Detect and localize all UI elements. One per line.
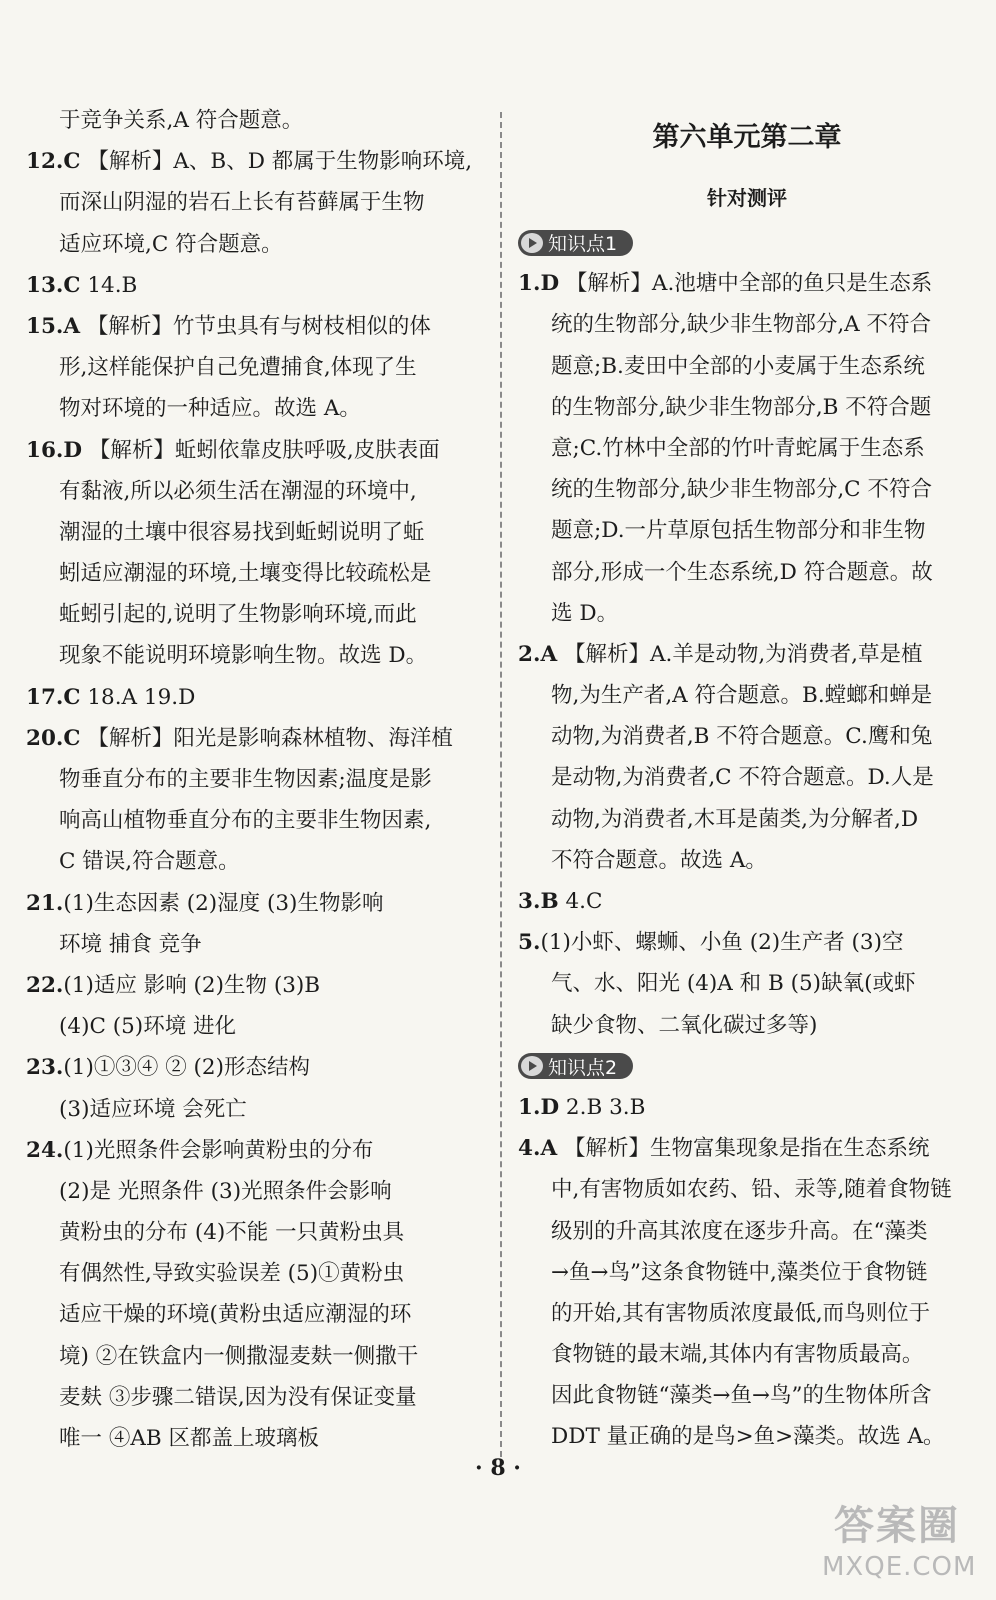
answer-line xyxy=(518,922,976,963)
right-column xyxy=(518,100,976,1458)
answer-text: 的生物部分,缺少非生物部分,B 不符合题 xyxy=(551,394,932,420)
question-number: 23. xyxy=(26,1055,64,1081)
answer-line xyxy=(26,141,484,182)
answer-line xyxy=(26,471,484,512)
question-number: 21. xyxy=(26,890,64,916)
left-column xyxy=(26,100,484,1459)
question-number: 4.A xyxy=(518,1136,558,1162)
answer-line xyxy=(26,594,484,635)
answer-text: 有黏液,所以必须生活在潮湿的环境中, xyxy=(59,478,417,504)
answer-line xyxy=(518,510,976,551)
answer-line xyxy=(26,1130,484,1171)
play-arrow-icon xyxy=(521,233,543,253)
answer-line xyxy=(518,552,976,593)
answer-text: 因此食物链“藻类→鱼→鸟”的生物体所含 xyxy=(551,1383,932,1409)
answer-text: 【解析】A.羊是动物,为消费者,草是植 xyxy=(557,641,923,667)
answer-line xyxy=(26,1089,484,1130)
answer-line xyxy=(26,1377,484,1418)
answer-text: 而深山阴湿的岩石上长有苔藓属于生物 xyxy=(59,190,425,216)
answer-text: 于竞争关系,A 符合题意。 xyxy=(59,108,304,133)
answer-line xyxy=(518,346,976,387)
answer-line xyxy=(518,963,976,1004)
answer-text: 统的生物部分,缺少非生物部分,C 不符合 xyxy=(551,477,932,503)
answer-text: 适应干燥的环境(黄粉虫适应潮湿的环 xyxy=(59,1302,412,1328)
answer-text: 缺少食物、二氧化碳过多等) xyxy=(551,1012,818,1038)
knowledge-point-1-row xyxy=(518,222,976,263)
answer-line xyxy=(518,1293,976,1334)
column-divider xyxy=(500,112,502,1467)
question-number: 5. xyxy=(518,930,541,956)
answer-line xyxy=(26,1212,484,1253)
knowledge-point-1-label: 知识点1 xyxy=(548,233,618,256)
answer-text: 统的生物部分,缺少非生物部分,A 不符合 xyxy=(551,312,932,338)
question-number: 15.A xyxy=(26,313,81,339)
answer-text: 14.B xyxy=(80,272,138,298)
answer-line xyxy=(26,224,484,265)
answer-text: 是动物,为消费者,C 不符合题意。D.人是 xyxy=(551,765,934,791)
answer-line xyxy=(26,965,484,1006)
answer-text: 响高山植物垂直分布的主要非生物因素, xyxy=(59,808,432,834)
answer-line xyxy=(518,1252,976,1293)
answer-text: 现象不能说明环境影响生物。故选 D。 xyxy=(59,643,428,669)
answer-line xyxy=(26,553,484,594)
answer-line xyxy=(26,347,484,388)
question-number: 20.C xyxy=(26,725,81,751)
answer-line xyxy=(518,469,976,510)
knowledge-point-1-badge xyxy=(518,230,633,256)
answer-line xyxy=(26,759,484,800)
answer-line xyxy=(518,675,976,716)
answer-line xyxy=(518,881,976,922)
answer-line xyxy=(26,635,484,676)
watermark-logo-text: 答案圈 xyxy=(834,1503,960,1549)
answer-line xyxy=(518,1087,976,1128)
answer-text: 物垂直分布的主要非生物因素;温度是影 xyxy=(59,767,432,792)
watermark-url: MXQE.COM xyxy=(822,1552,977,1582)
answer-text: 唯一 ④AB 区都盖上玻璃板 xyxy=(59,1426,319,1451)
answer-text: 潮湿的土壤中很容易找到蚯蚓说明了蚯 xyxy=(59,519,425,545)
unit-title: 第六单元第二章 xyxy=(652,122,842,153)
question-number: 2.A xyxy=(518,641,558,667)
question-number: 24. xyxy=(26,1137,64,1163)
answer-text: 不符合题意。故选 A。 xyxy=(551,847,767,873)
answer-line xyxy=(26,1253,484,1294)
answer-text: 2.B 3.B xyxy=(559,1094,646,1120)
answer-text: (1)生态因素 (2)湿度 (3)生物影响 xyxy=(63,890,384,916)
answer-line xyxy=(26,841,484,882)
answer-text: 蚓适应潮湿的环境,土壤变得比较疏松是 xyxy=(59,561,432,587)
answer-text: 的开始,其有害物质浓度最低,而鸟则位于 xyxy=(551,1300,931,1326)
question-number: 1.D xyxy=(518,1094,560,1120)
answer-text: 境) ②在铁盒内一侧撒湿麦麸一侧撒干 xyxy=(59,1343,419,1369)
answer-text: 部分,形成一个生态系统,D 符合题意。故 xyxy=(551,559,933,585)
answer-text: 题意;B.麦田中全部的小麦属于生态系统 xyxy=(551,353,925,379)
answer-text: 选 D。 xyxy=(551,600,619,626)
answer-line xyxy=(518,1128,976,1169)
answer-line xyxy=(518,1416,976,1457)
answer-line xyxy=(26,1418,484,1459)
site-watermark xyxy=(822,1500,977,1590)
answer-line xyxy=(518,304,976,345)
answer-line xyxy=(26,306,484,347)
answer-line xyxy=(26,677,484,718)
answer-line xyxy=(26,1171,484,1212)
answer-line xyxy=(518,1005,976,1046)
answer-line xyxy=(26,430,484,471)
answer-line xyxy=(26,883,484,924)
answer-line xyxy=(26,800,484,841)
play-arrow-icon xyxy=(521,1056,543,1076)
answer-text: 中,有害物质如农药、铅、汞等,随着食物链 xyxy=(551,1177,952,1203)
answer-line xyxy=(26,512,484,553)
answer-line xyxy=(26,388,484,429)
answer-line xyxy=(26,100,484,141)
answer-line xyxy=(518,1375,976,1416)
answer-text: 物,为生产者,A 符合题意。B.螳螂和蝉是 xyxy=(551,683,933,709)
question-number: 17.C xyxy=(26,684,81,710)
answer-line xyxy=(26,1294,484,1335)
answer-text: 黄粉虫的分布 (4)不能 一只黄粉虫具 xyxy=(59,1220,405,1246)
answer-text: 有偶然性,导致实验误差 (5)①黄粉虫 xyxy=(59,1261,405,1287)
answer-text: 【解析】竹节虫具有与树枝相似的体 xyxy=(80,313,431,339)
answer-line xyxy=(518,840,976,881)
answer-text: 形,这样能保护自己免遭捕食,体现了生 xyxy=(59,355,417,381)
answer-line xyxy=(26,265,484,306)
answer-text: 适应环境,C 符合题意。 xyxy=(59,231,283,257)
answer-line xyxy=(518,428,976,469)
answer-text: 动物,为消费者,木耳是菌类,为分解者,D xyxy=(551,806,919,832)
question-number: 12.C xyxy=(26,149,81,175)
answer-text: 食物链的最末端,其体内有害物质最高。 xyxy=(551,1342,924,1368)
answer-text: 4.C xyxy=(558,889,603,914)
answer-text: 气、水、阳光 (4)A 和 B (5)缺氧(或虾 xyxy=(551,971,916,997)
section-subtitle: 针对测评 xyxy=(707,186,787,210)
answer-text: 【解析】阳光是影响森林植物、海洋植 xyxy=(80,725,453,751)
answer-text: 【解析】A、B、D 都属于生物影响环境, xyxy=(80,149,473,175)
answer-text: 题意;D.一片草原包括生物部分和非生物 xyxy=(551,518,926,544)
answer-line xyxy=(518,593,976,634)
answer-text: 麦麸 ③步骤二错误,因为没有保证变量 xyxy=(59,1384,417,1410)
question-number: 16.D xyxy=(26,437,83,463)
answer-text: →鱼→鸟”这条食物链中,藻类位于食物链 xyxy=(551,1259,928,1285)
answer-line xyxy=(518,716,976,757)
answer-line xyxy=(518,1169,976,1210)
question-number: 1.D xyxy=(518,271,560,297)
knowledge-point-2-row xyxy=(518,1046,976,1087)
answer-line xyxy=(518,1211,976,1252)
answer-text: 【解析】A.池塘中全部的鱼只是生态系 xyxy=(559,271,933,297)
answer-line xyxy=(26,1047,484,1088)
question-number: 22. xyxy=(26,972,64,998)
answer-text: 【解析】蚯蚓依靠皮肤呼吸,皮肤表面 xyxy=(82,437,440,463)
answer-text: 环境 捕食 竞争 xyxy=(59,931,202,957)
question-number: 13.C xyxy=(26,272,81,298)
answer-text: (1)小虾、螺蛳、小鱼 (2)生产者 (3)空 xyxy=(540,930,904,956)
answer-text: 级别的升高其浓度在逐步升高。在“藻类 xyxy=(551,1218,928,1244)
page-number: · 8 · xyxy=(475,1455,521,1481)
question-number: 3.B xyxy=(518,889,559,914)
answer-line xyxy=(518,634,976,675)
knowledge-point-1-answers xyxy=(518,263,976,1046)
answer-text: 意;C.竹林中全部的竹叶青蛇属于生态系 xyxy=(551,435,925,461)
answer-text: (4)C (5)环境 进化 xyxy=(59,1014,237,1040)
answer-line xyxy=(518,387,976,428)
answer-text: (1)适应 影响 (2)生物 (3)B xyxy=(63,972,321,998)
knowledge-point-2-answers xyxy=(518,1087,976,1458)
answer-line xyxy=(26,924,484,965)
answer-text: (1)光照条件会影响黄粉虫的分布 xyxy=(63,1137,374,1163)
answer-text: 动物,为消费者,B 不符合题意。C.鹰和兔 xyxy=(551,724,933,750)
answer-line xyxy=(518,757,976,798)
answer-text: C 错误,符合题意。 xyxy=(59,849,240,875)
answer-line xyxy=(26,1336,484,1377)
answer-line xyxy=(518,799,976,840)
answer-text: 物对环境的一种适应。故选 A。 xyxy=(59,396,361,422)
answer-line xyxy=(518,1334,976,1375)
answer-text: (3)适应环境 会死亡 xyxy=(59,1096,247,1122)
knowledge-point-2-badge xyxy=(518,1053,633,1079)
answer-text: 【解析】生物富集现象是指在生态系统 xyxy=(557,1136,930,1162)
answer-text: 18.A 19.D xyxy=(80,684,196,710)
answer-text: (2)是 光照条件 (3)光照条件会影响 xyxy=(59,1178,392,1204)
answer-line xyxy=(26,182,484,223)
answer-text: DDT 量正确的是鸟>鱼>藻类。故选 A。 xyxy=(551,1424,945,1450)
answer-line xyxy=(26,1006,484,1047)
knowledge-point-2-label: 知识点2 xyxy=(548,1056,618,1079)
answer-text: (1)①③④ ② (2)形态结构 xyxy=(63,1055,310,1081)
answer-line xyxy=(518,263,976,304)
answer-line xyxy=(26,718,484,759)
answer-text: 蚯蚓引起的,说明了生物影响环境,而此 xyxy=(59,602,417,628)
